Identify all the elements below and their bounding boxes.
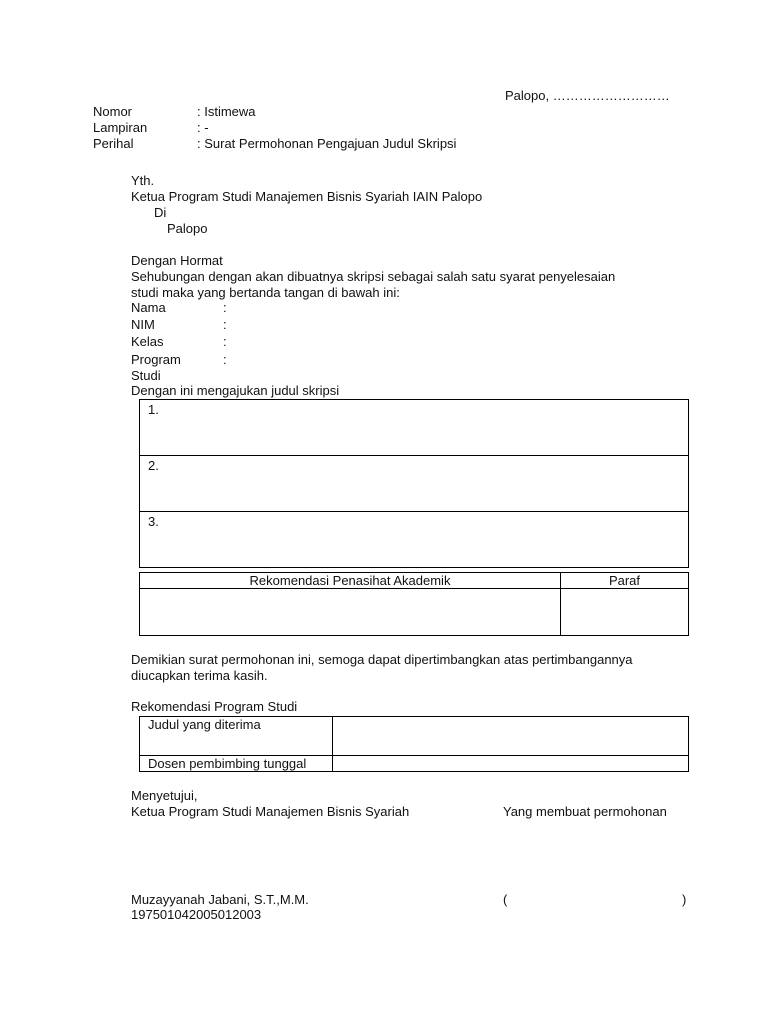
proposed-titles-table bbox=[139, 399, 689, 568]
recipient-line: Ketua Program Studi Manajemen Bisnis Syariah IAIN Palopo bbox=[131, 189, 483, 204]
rekomendasi-pa-cell[interactable] bbox=[140, 589, 561, 636]
paraf-header: Paraf bbox=[561, 573, 689, 589]
perihal-label: Perihal bbox=[93, 136, 134, 151]
perihal-value: : Surat Permohonan Pengajuan Judul Skripsi bbox=[197, 136, 457, 151]
judul-diterima-cell[interactable] bbox=[333, 717, 689, 756]
menyetujui: Menyetujui, bbox=[131, 788, 198, 803]
dosen-pembimbing-cell[interactable] bbox=[333, 756, 689, 772]
field-colon: : bbox=[223, 317, 227, 332]
closing-line-2: diucapkan terima kasih. bbox=[131, 668, 268, 683]
rekomendasi-prodi-title: Rekomendasi Program Studi bbox=[131, 699, 298, 714]
greeting: Dengan Hormat bbox=[131, 253, 223, 268]
rekomendasi-pa-table bbox=[139, 572, 689, 636]
paraf-cell[interactable] bbox=[561, 589, 689, 636]
recipient-city: Palopo bbox=[167, 221, 208, 236]
field-label: Nama bbox=[131, 300, 166, 315]
kaprodi-nip: 197501042005012003 bbox=[131, 907, 262, 922]
rekomendasi-prodi-table bbox=[139, 716, 689, 772]
field-colon: : bbox=[223, 300, 227, 315]
nomor-value: : Istimewa bbox=[197, 104, 256, 119]
closing-line-1: Demikian surat permohonan ini, semoga dapat dipertimbangkan atas pertimbangannya bbox=[131, 652, 633, 667]
titles-intro: Dengan ini mengajukan judul skripsi bbox=[131, 383, 340, 398]
title-cell-3[interactable]: 3. bbox=[140, 512, 689, 568]
field-label: Kelas bbox=[131, 334, 164, 349]
place-date: Palopo, ……………………… bbox=[505, 88, 670, 103]
dosen-pembimbing-label: Dosen pembimbing tunggal bbox=[140, 756, 333, 772]
rekomendasi-pa-header: Rekomendasi Penasihat Akademik bbox=[140, 573, 561, 589]
field-colon: : bbox=[223, 334, 227, 349]
signature-paren-open: ( bbox=[503, 892, 508, 907]
recipient-di: Di bbox=[154, 205, 167, 220]
field-label: NIM bbox=[131, 317, 155, 332]
signature-paren-close: ) bbox=[682, 892, 687, 907]
field-label: Program Studi bbox=[131, 352, 181, 383]
judul-diterima-label: Judul yang diterima bbox=[140, 717, 333, 756]
intro-line-1: Sehubungan dengan akan dibuatnya skripsi sebagai salah satu syarat penyelesaian bbox=[131, 269, 616, 284]
kaprodi-name: Muzayyanah Jabani, S.T.,M.M. bbox=[131, 892, 309, 907]
field-colon: : bbox=[223, 352, 227, 367]
nomor-label: Nomor bbox=[93, 104, 133, 119]
lampiran-value: : - bbox=[197, 120, 209, 135]
recipient-yth: Yth. bbox=[131, 173, 155, 188]
title-cell-2[interactable]: 2. bbox=[140, 456, 689, 512]
kaprodi-title: Ketua Program Studi Manajemen Bisnis Syariah bbox=[131, 804, 410, 819]
lampiran-label: Lampiran bbox=[93, 120, 148, 135]
pemohon-title: Yang membuat permohonan bbox=[503, 804, 667, 819]
intro-line-2: studi maka yang bertanda tangan di bawah ini: bbox=[131, 285, 400, 300]
title-cell-1[interactable]: 1. bbox=[140, 400, 689, 456]
